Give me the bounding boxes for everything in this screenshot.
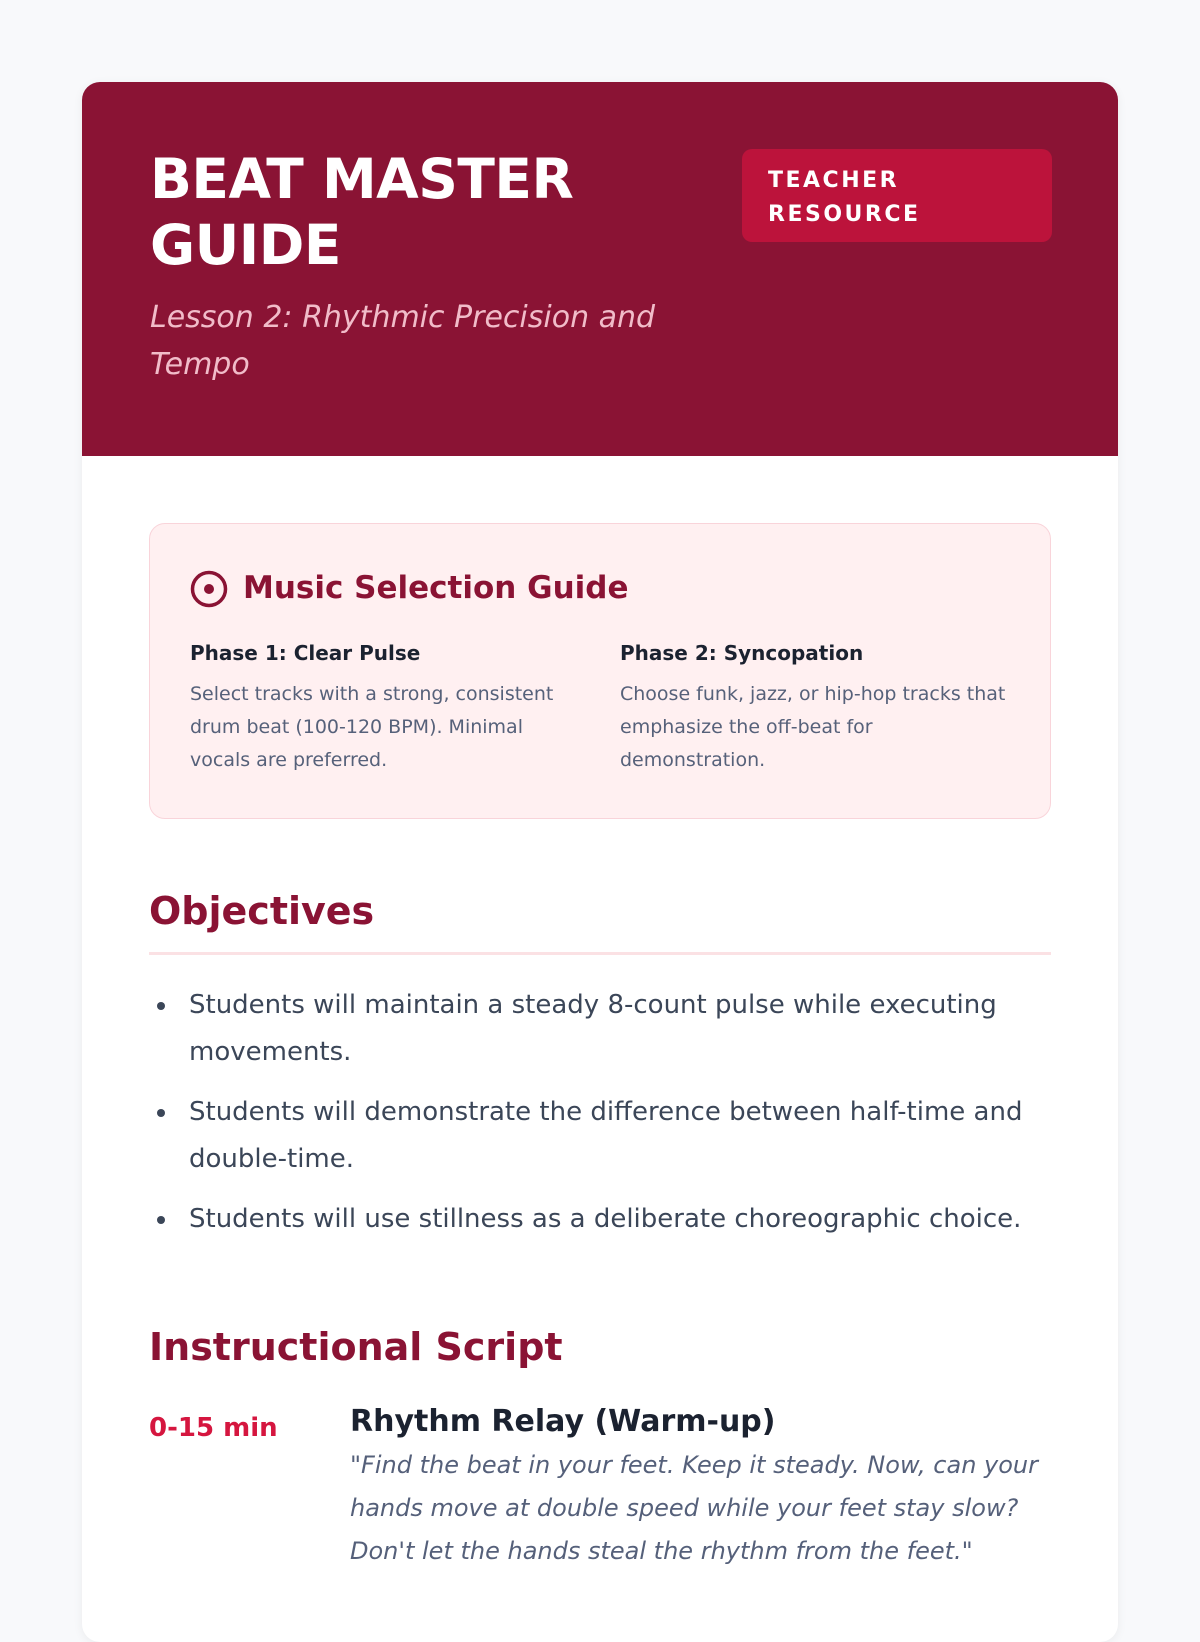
objective-text: Students will use stillness as a deliberate choreographic choice. [189,1204,1022,1234]
step-title: Rhythm Relay (Warm-up) [350,1404,776,1439]
disc-icon [189,569,229,609]
phase-1 [190,639,570,777]
teacher-resource-badge: TEACHER RESOURCE [742,149,1052,242]
objective-text: Students will demonstrate the difference between half-time and double-time. [189,1097,1023,1174]
lesson-subtitle: Lesson 2: Rhythmic Precision and Tempo [150,300,656,382]
objective-item [149,1196,1051,1243]
bullet-icon [157,1109,165,1117]
phase-description: Choose funk, jazz, or hip-hop tracks that emphasize the off-beat for demonstration. [620,683,1006,771]
lesson-header [82,82,1118,456]
objective-text: Students will maintain a steady 8-count pulse while executing movements. [189,990,997,1067]
objectives-heading: Objectives [149,889,375,933]
step-script-text: "Find the beat in your feet. Keep it steady. Now, can your hands move at double speed while your feet stay slow? Don't let the hands steal the rhythm from the feet." [350,1451,1038,1565]
bullet-icon [157,1002,165,1010]
phase-description: Select tracks with a strong, consistent drum beat (100-120 BPM). Minimal vocals are preferred. [190,683,554,771]
page-title: BEAT MASTER GUIDE [150,147,574,277]
music-selection-panel [149,523,1051,819]
divider [149,952,1051,955]
lesson-card [82,82,1118,1642]
phase-title: Phase 2: Syncopation [620,641,864,665]
phase-2 [620,639,1010,777]
objective-item [149,982,1051,1076]
script-heading: Instructional Script [149,1325,563,1369]
music-selection-title: Music Selection Guide [243,570,629,606]
objective-item [149,1089,1051,1183]
objectives-list [149,982,1051,1256]
phase-title: Phase 1: Clear Pulse [190,641,421,665]
bullet-icon [157,1216,165,1224]
step-time: 0-15 min [149,1413,278,1443]
